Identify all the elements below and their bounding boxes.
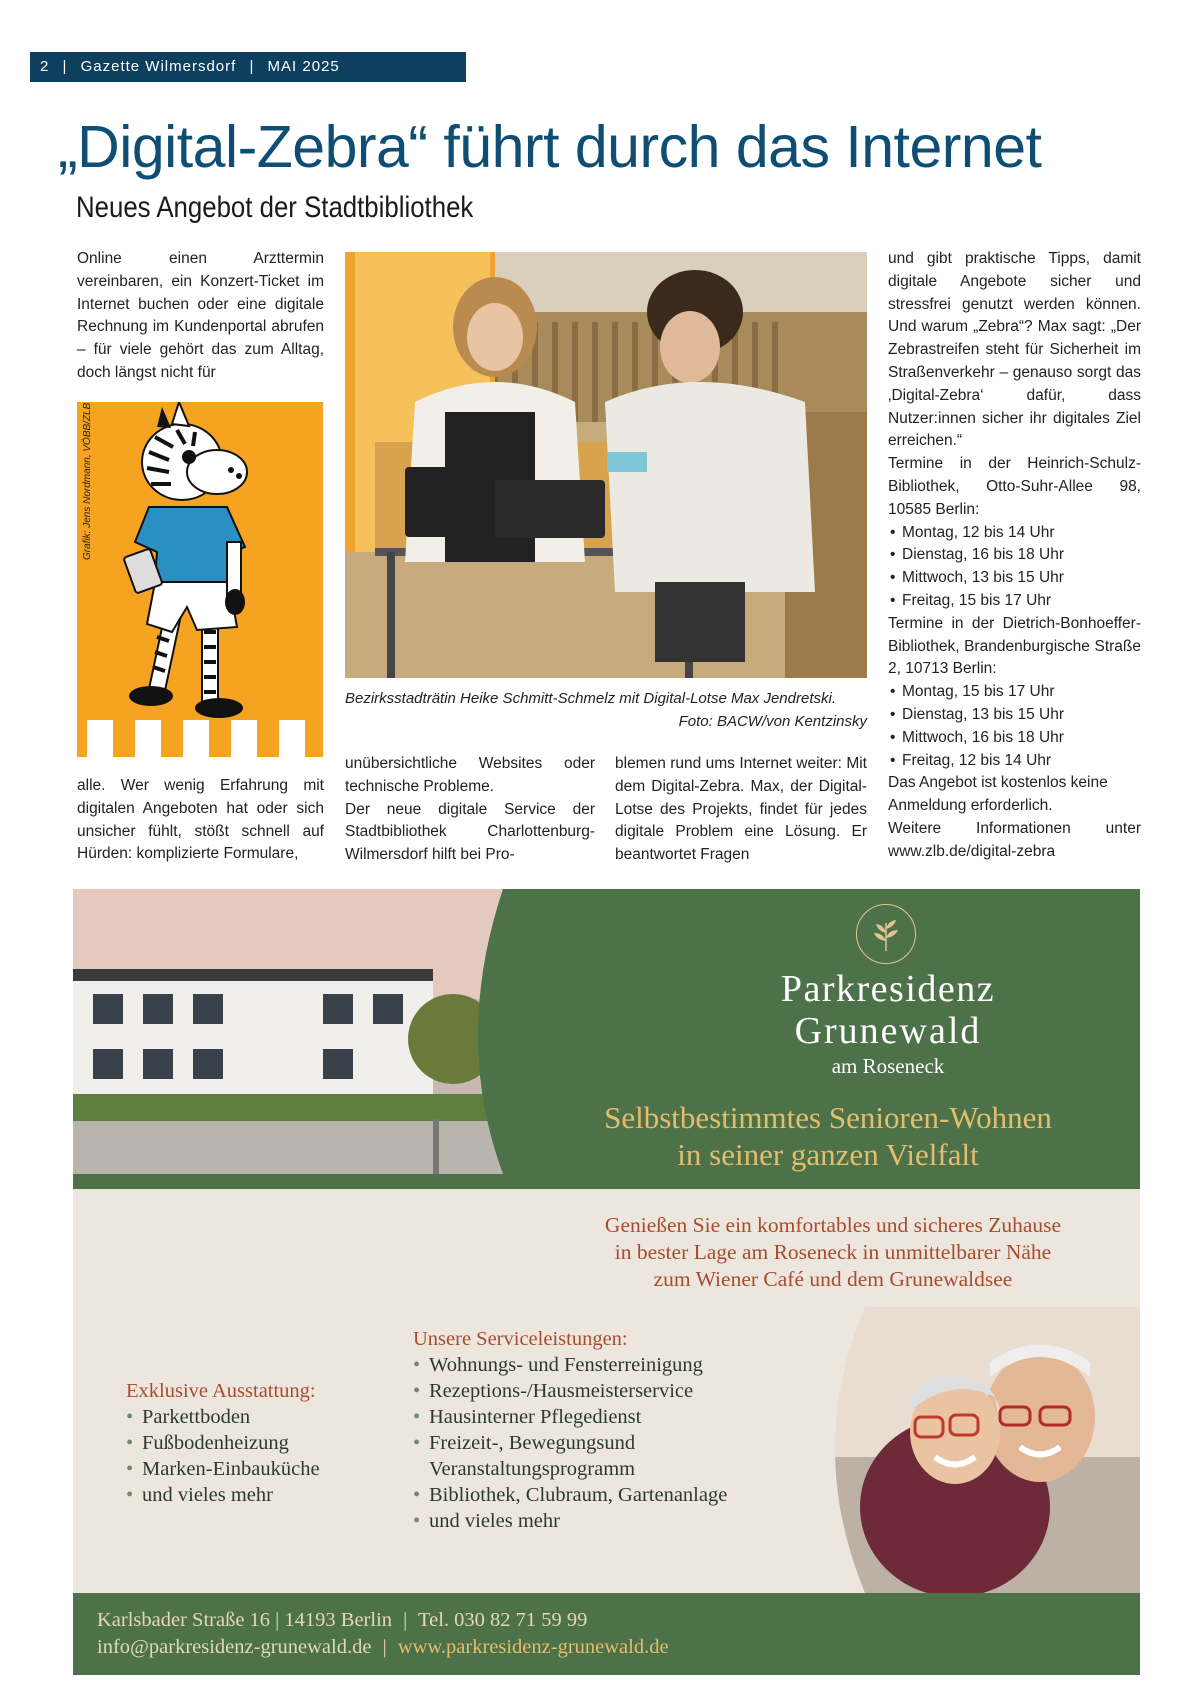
list-item: • und vieles mehr [413,1508,727,1534]
slogan-line: Selbstbestimmtes Senioren-Wohnen [604,1100,1052,1135]
separator: | [382,1636,387,1658]
photo-caption [345,687,867,733]
article-column-3 [615,753,867,867]
photo-credit: Foto: BACW/von Kentzinsky [678,713,867,730]
list-item [413,1430,727,1482]
ad-brand-name: Grunewald [794,1010,982,1052]
article-column-1-top [77,248,324,385]
graphic-credit: Grafik: Jens Nordmann, VÖBB/ZLB [82,402,93,560]
page-number: 2 [40,58,50,75]
header-separator: | [62,58,68,75]
issue-date: MAI 2025 [267,58,340,75]
header-separator: | [249,58,255,75]
page-header-bar [30,52,466,82]
ad-features [126,1378,320,1508]
list-item: • Montag, 15 bis 17 Uhr [888,681,1141,704]
article-paragraph: und gibt praktische Tipps, damit digitale Angebote sicher und stressfrei genutzt werden können. Und warum „Zebra“? Max sagt: „Der Zebrastreifen steht für Sicherheit im Straßenverkehr – genauso sorgt das ‚Digital-Zebra‘ dafür, dass Nutzer:innen sicher ihr digitales Ziel erreichen.“ [888,250,1141,450]
article-subheadline: Neues Angebot der Stadtbibliothek [76,191,474,224]
services-list [413,1352,727,1534]
ad-slogan [543,1099,1113,1173]
library-photo-illustration [345,252,867,678]
list-item: • Montag, 12 bis 14 Uhr [888,522,1141,545]
article-column-1-bottom [77,775,324,866]
schedule-list-1 [888,522,1141,613]
caption-text: Bezirksstadträtin Heike Schmitt-Schmelz mit Digital-Lotse Max Jendretski. [345,690,836,707]
list-item: • Freitag, 15 bis 17 Uhr [888,590,1141,613]
leaf-icon [857,905,915,963]
more-info: Weitere Informationen unter www.zlb.de/digital-zebra [888,819,1141,860]
ad-brand-subname: am Roseneck [831,1054,945,1078]
list-item: • Parkettboden [126,1404,320,1430]
list-item: • Hausinterner Pflegedienst [413,1404,727,1430]
services-title: Unsere Serviceleistungen: [413,1328,628,1350]
website-link[interactable]: www.parkresidenz-grunewald.de [397,1636,669,1658]
article-paragraph: alle. Wer wenig Erfahrung mit digitalen Angeboten hat oder sich unsicher fühlt, stößt schnell auf Hürden: komplizierte Formulare, [77,777,324,863]
service-line: • Freizeit-, Bewegungsund [429,1432,636,1454]
location-heading: Termine in der Heinrich-Schulz-Bibliothek, Otto-Suhr-Allee 98, 10585 Berlin: [888,455,1141,518]
slogan-line: in seiner ganzen Vielfalt [677,1137,979,1172]
list-item: • Rezeptions-/Hausmeisterservice [413,1378,727,1404]
zebra-mascot-graphic [77,402,323,757]
article-column-2 [345,753,595,867]
article-paragraph: blemen rund ums Internet weiter: Mit dem Digital-Zebra. Max, der Digital-Lotse des Projekts, findet für jedes digitale Problem eine Lösung. Er beantwortet Fragen [615,755,867,864]
list-item: • Freitag, 12 bis 14 Uhr [888,750,1141,773]
ad-description [513,1212,1140,1293]
list-item: • Mittwoch, 16 bis 18 Uhr [888,727,1141,750]
article-paragraph: Online einen Arzttermin vereinbaren, ein Konzert-Ticket im Internet buchen oder eine digitale Rechnung im Kundenportal abrufen – für viele gehört das zum Alltag, doch längst nicht für [77,250,324,381]
features-title: Exklusive Ausstattung: [126,1380,316,1402]
list-item: • Mittwoch, 13 bis 15 Uhr [888,567,1141,590]
list-item: • Marken-Einbauküche [126,1456,320,1482]
list-item: • Bibliothek, Clubraum, Gartenanlage [413,1482,727,1508]
ad-brand-name: Parkresidenz [780,968,996,1010]
article-paragraph: Der neue digitale Service der Stadtbibliothek Charlottenburg-Wilmersdorf hilft bei Pro- [345,800,595,864]
email-link[interactable]: info@parkresidenz-grunewald.de [97,1636,372,1658]
publication-name: Gazette Wilmersdorf [80,58,237,75]
leaf-logo-icon [856,904,916,964]
article-paragraph: unübersichtliche Websites oder technische Probleme. [345,755,595,795]
contact-line-1 [97,1607,669,1634]
list-item: • Dienstag, 13 bis 15 Uhr [888,704,1141,727]
list-item: • Fußbodenheizung [126,1430,320,1456]
phone: Tel. 030 82 71 59 99 [418,1609,588,1631]
list-item: • Wohnungs- und Fensterreinigung [413,1352,727,1378]
article-headline: „Digital-Zebra“ führt durch das Internet [58,114,1042,180]
schedule-list-2 [888,681,1141,772]
contact-line-2 [97,1634,669,1661]
desc-line: Genießen Sie ein komfortables und sicheres Zuhause [604,1213,1062,1237]
article-column-4 [888,248,1141,864]
building-photo [73,889,503,1174]
desc-line: in bester Lage am Roseneck in unmittelbarer Nähe [614,1240,1052,1264]
zebra-illustration [77,402,323,757]
list-item: • und vieles mehr [126,1482,320,1508]
article-photo [345,252,867,678]
parkresidenz-advertisement [73,889,1140,1675]
ad-services [413,1326,727,1534]
service-line: Veranstaltungsprogramm [429,1458,636,1480]
list-item: • Dienstag, 16 bis 18 Uhr [888,544,1141,567]
separator: | [403,1609,408,1631]
desc-line: zum Wiener Café und dem Grunewaldsee [653,1267,1013,1291]
features-list [126,1404,320,1508]
ad-contact-info [97,1607,669,1661]
senior-couple-photo [805,1307,1140,1593]
location-heading: Termine in der Dietrich-Bonhoeffer-Bibliothek, Brandenburgische Straße 2, 10713 Berlin: [888,614,1141,678]
address: Karlsbader Straße 16 | 14193 Berlin [97,1609,393,1631]
closing-note: Das Angebot ist kostenlos keine Anmeldung erforderlich. [888,774,1108,815]
